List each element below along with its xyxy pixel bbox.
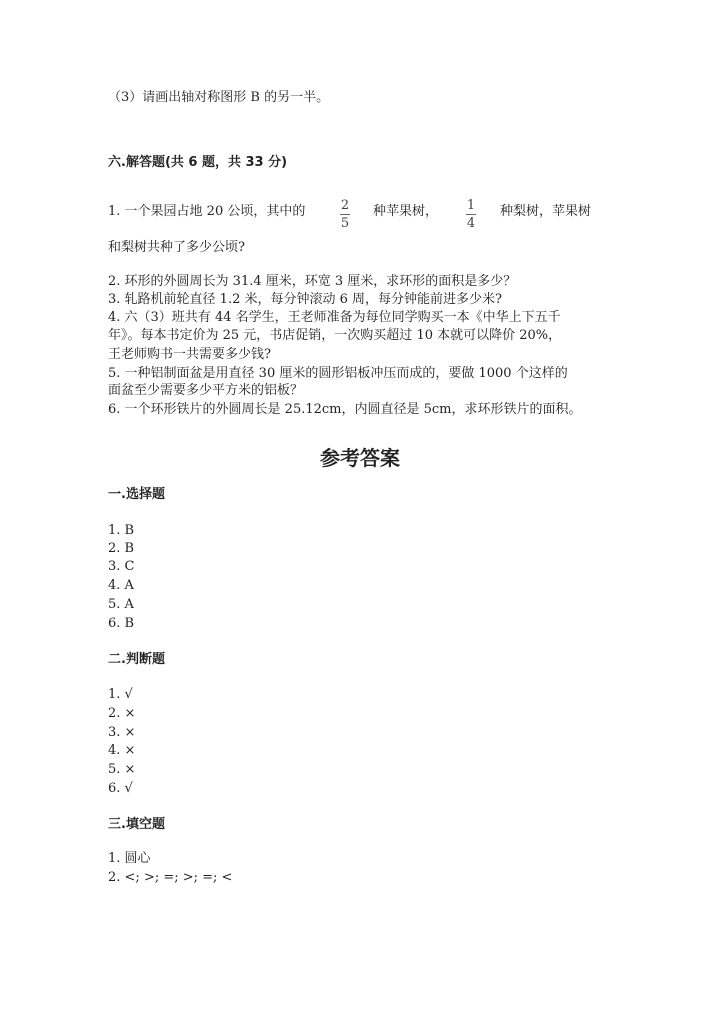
section-heading: 二.判断题 (108, 652, 165, 667)
answer-item: 3. C (108, 559, 135, 574)
answers-title: 参考答案 (320, 446, 400, 470)
denominator: 4 (466, 216, 476, 231)
answer-item: 2. <; >; =; >; =; < (108, 870, 233, 885)
question-line: 3. 轧路机前轮直径 1.2 米，每分钟滚动 6 周，每分钟能前进多少米? (108, 292, 502, 307)
question-line: 王老师购书一共需要多少钱? (108, 347, 271, 362)
section-heading: 六.解答题(共 6 题，共 33 分) (108, 155, 288, 170)
fraction-2-5 (340, 198, 350, 231)
fraction-1-4 (466, 198, 476, 231)
answer-item: 6. B (108, 616, 135, 631)
denominator: 5 (340, 216, 350, 231)
answer-item: 3. × (108, 725, 136, 740)
section-heading: 三.填空题 (108, 817, 165, 832)
answer-item: 4. A (108, 578, 134, 593)
answer-item: 1. 圆心 (108, 851, 151, 866)
answer-item: 1. B (108, 523, 135, 538)
numerator: 2 (340, 198, 350, 213)
question-text: （3）请画出轴对称图形 B 的另一半。 (108, 90, 330, 105)
answer-item: 2. × (108, 706, 136, 721)
question-line: 4. 六（3）班共有 44 名学生，王老师准备为每位同学购买一本《中华上下五千 (108, 310, 561, 325)
question-line: 6. 一个环形铁片的外圆周长是 25.12cm，内圆直径是 5cm，求环形铁片的面积。 (108, 402, 582, 417)
question-line: 5. 一种铝制面盆是用直径 30 厘米的圆形铝板冲压而成的，要做 1000 个这样的 (108, 366, 568, 381)
question-1-line-2: 和梨树共种了多少公顷? (108, 240, 245, 255)
answer-item: 1. √ (108, 687, 133, 702)
question-1-part-c: 种梨树，苹果树 (500, 204, 592, 219)
question-1-part-a: 1. 一个果园占地 20 公顷，其中的 (108, 204, 306, 219)
answer-item: 6. √ (108, 781, 133, 796)
question-line: 面盆至少需要多少平方米的铝板？ (108, 383, 304, 398)
answer-item: 2. B (108, 541, 135, 556)
question-1-part-b: 种苹果树， (373, 204, 439, 219)
numerator: 1 (466, 198, 476, 213)
answer-item: 4. × (108, 743, 136, 758)
question-line: 2. 环形的外圆周长为 31.4 厘米，环宽 3 厘米，求环形的面积是多少？ (108, 274, 517, 289)
question-line: 年》。每本书定价为 25 元，书店促销，一次购买超过 10 本就可以降价 20%， (108, 328, 562, 343)
answer-item: 5. A (108, 597, 134, 612)
section-heading: 一.选择题 (108, 487, 165, 502)
answer-item: 5. × (108, 762, 136, 777)
